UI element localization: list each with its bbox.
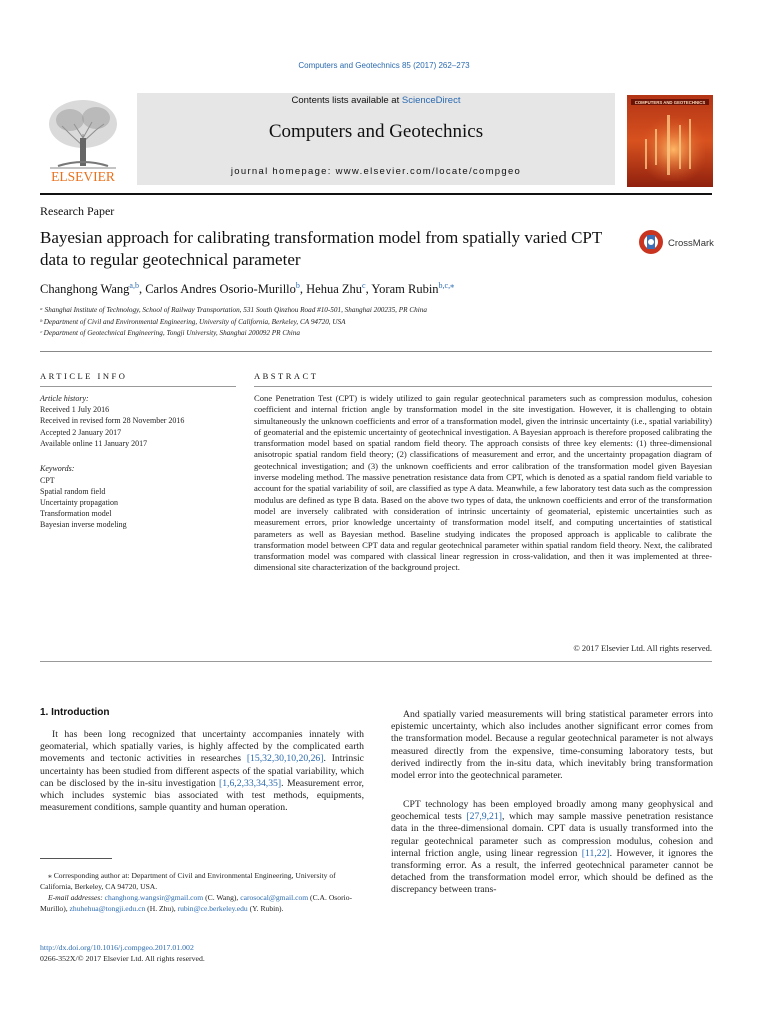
online-date: Available online 11 January 2017 bbox=[40, 439, 148, 448]
article-title: Bayesian approach for calibrating transformation model from spatially varied CPT data to regular geotechnical parameter bbox=[40, 228, 602, 269]
accepted-date: Accepted 2 January 2017 bbox=[40, 428, 122, 437]
author-name: Hehua Zhu bbox=[306, 282, 363, 297]
keyword: Bayesian inverse modeling bbox=[40, 520, 127, 529]
affiliation-b: ᵇ Department of Civil and Environmental Engineering, University of California, Berkeley, CA 94720, USA bbox=[40, 318, 346, 326]
author-affiliation-marker[interactable]: a,b bbox=[129, 281, 139, 290]
email-link[interactable]: changhong.wangsir@gmail.com bbox=[104, 893, 204, 902]
author-separator: , bbox=[299, 282, 307, 297]
author-name: Carlos Andres Osorio-Murillo bbox=[145, 282, 296, 297]
intro-text: , which may sample massive penetration resistance data in the three-dimensional domain. CPT data is usually transformed into the regular geotechnical parameter such as compression modulus, cohesion and internal friction angle, using linear regression bbox=[391, 811, 713, 859]
reference-link[interactable]: [15,32,30,10,20,26] bbox=[246, 753, 324, 765]
abstract-rule bbox=[254, 386, 712, 387]
doi-link[interactable]: http://dx.doi.org/10.1016/j.compgeo.2017.01.002 bbox=[40, 943, 194, 952]
email-owner: (Y. Rubin). bbox=[247, 904, 284, 913]
homepage-link[interactable]: www.elsevier.com/locate/compgeo bbox=[335, 166, 522, 177]
contents-line bbox=[137, 95, 615, 106]
elsevier-wordmark: ELSEVIER bbox=[51, 169, 115, 184]
received-date: Received 1 July 2016 bbox=[40, 405, 110, 414]
history-label: Article history: bbox=[40, 394, 89, 403]
affiliation-rule bbox=[40, 351, 712, 352]
journal-citation-link[interactable]: Computers and Geotechnics 85 (2017) 262–273 bbox=[298, 61, 470, 70]
author-name: Changhong Wang bbox=[40, 282, 130, 297]
crossmark-label: CrossMark bbox=[668, 238, 714, 249]
cover-title: COMPUTERS AND GEOTECHNICS bbox=[634, 100, 706, 105]
email-owner: (C. Wang), bbox=[203, 893, 241, 902]
elsevier-logo bbox=[40, 94, 126, 186]
journal-homepage bbox=[137, 166, 615, 177]
author-affiliation-marker[interactable]: c bbox=[362, 281, 366, 290]
intro-text: . Intrinsic uncertainty has been studied from different aspects of the spatial variability, which can be disclosed by the in-situ investigation bbox=[40, 753, 364, 789]
intro-paragraph-1 bbox=[40, 729, 364, 814]
article-info-heading: ARTICLE INFO bbox=[40, 371, 128, 381]
corresponding-author-footnote bbox=[40, 870, 364, 914]
abstract-copyright: © 2017 Elsevier Ltd. All rights reserved. bbox=[573, 643, 712, 653]
intro-text: CPT technology has been employed broadly among many geophysical and geochemical tests bbox=[391, 799, 713, 823]
author-separator: , bbox=[138, 282, 146, 297]
crossmark-badge[interactable] bbox=[638, 229, 718, 255]
author-affiliation-marker[interactable]: b bbox=[295, 281, 300, 290]
email-owner: (H. Zhu), bbox=[145, 904, 178, 913]
author-separator: , bbox=[365, 282, 372, 297]
email-link[interactable]: carosocal@gmail.com bbox=[240, 893, 309, 902]
footnote-rule bbox=[40, 858, 112, 859]
reference-link[interactable]: [27,9,21] bbox=[466, 811, 502, 823]
section-heading-introduction: 1. Introduction bbox=[40, 707, 110, 718]
keyword: Uncertainty propagation bbox=[40, 498, 118, 507]
keyword: CPT bbox=[40, 476, 55, 485]
abstract-bottom-rule bbox=[40, 661, 712, 662]
keyword: Spatial random field bbox=[40, 487, 106, 496]
sciencedirect-link[interactable]: ScienceDirect bbox=[401, 95, 461, 106]
intro-paragraph-3 bbox=[391, 799, 713, 897]
keyword: Transformation model bbox=[40, 509, 112, 518]
email-link[interactable]: zhuhehua@tongji.edu.cn bbox=[69, 904, 146, 913]
intro-text: . Measurement error, which includes systemic bias associated with test methods, equipments, measurement conditions, sample quantity and human operation. bbox=[40, 777, 364, 814]
header-rule bbox=[40, 193, 712, 195]
email-link[interactable]: rubin@ce.berkeley.edu bbox=[177, 904, 248, 913]
abstract-heading: ABSTRACT bbox=[254, 371, 319, 381]
author-name: Yoram Rubin bbox=[371, 282, 439, 297]
issn-copyright: 0266-352X/© 2017 Elsevier Ltd. All rights reserved. bbox=[40, 954, 205, 963]
affiliation-c: ᶜ Department of Geotechnical Engineering, Tongji University, Shanghai 200092 PR China bbox=[40, 329, 300, 337]
journal-name: Computers and Geotechnics bbox=[268, 121, 484, 142]
intro-text: . However, it ignores the transforming error. As a result, the inferred geotechnical parameter cannot be detached from the transformation model error, which should be defined as the discrepancy between trans- bbox=[391, 847, 713, 896]
email-label: E-mail addresses: bbox=[48, 893, 105, 902]
article-type: Research Paper bbox=[40, 204, 115, 218]
keywords-label: Keywords: bbox=[40, 464, 75, 473]
article-info-rule bbox=[40, 386, 236, 387]
revised-date: Received in revised form 28 November 2016 bbox=[40, 416, 185, 425]
affiliation-a: ᵃ Shanghai Institute of Technology, School of Railway Transportation, 531 South Qinzhou Road #10-501, Shanghai 200235, PR China bbox=[40, 306, 427, 314]
intro-text: It has been long recognized that uncertainty accompanies innately with geomaterial, which spatially varies, is highly affected by the complicated earth movements and tectonic activities in researches bbox=[40, 729, 364, 765]
abstract-text: Cone Penetration Test (CPT) is widely utilized to gain regular geotechnical parameters such as compression modulus, cohesion coefficient and internal friction angle by transformation model in the site investigation. However, it is challenging to obtain simultaneously the unknown coefficients and error of a transformation model, given the intrinsic uncertainty (i.e., spatial variability) of geomaterial and the epistemic uncertainty of geotechnical investigation. A Bayesian approach is therefore proposed calibrating the transformation model based on spatial random field theory. The approach consists of three key elements: (1) three-dimensional anisotropic spatial random field theory; (2) classifications of measurement and error, and the uncertainty propagation diagram of geotechnical investigation; and (3) the unknown coefficients and error calibration of the transformation model given Bayesian inverse modeling method. The massive penetration resistance data from CPT, which is denoted as a spatial random field variable to account for the spatial variability of soil, are classified as type A data. Meanwhile, a few laboratory test data such as the compression modulus are defined as type B data. Based on the above two types of data, the unknown coefficients and error of the transformation model are inversely calibrated with consideration of intrinsic uncertainty of geomaterial, epistemic uncertainties such as measurement errors, prior knowledge uncertainty of transformation model itself, and computing uncertainties of statistical parameters as well as Bayesian method. Baseline studying indicates the proposed approach is applicable to calibrate the transformation model between CPT data and regular geotechnical parameter within spatial random field theory. Next, the calibrated transformation model was compared with classical linear regression in cross-validation, and then it was implemented at three-dimensional site characterization of the background project. bbox=[254, 393, 712, 573]
author-list bbox=[40, 281, 454, 297]
author-affiliation-marker[interactable]: b,c,⁎ bbox=[438, 281, 455, 290]
reference-link[interactable]: [1,6,2,33,34,35] bbox=[218, 777, 282, 789]
journal-cover-image bbox=[627, 95, 713, 187]
homepage-prefix: journal homepage: bbox=[230, 166, 336, 177]
contents-prefix: Contents lists available at bbox=[291, 95, 402, 106]
intro-paragraph-2: And spatially varied measurements will bring statistical parameter errors into epistemic uncertainty, which also includes another significant error comes from the transformation model. Because a regular geotechnical parameter is not always measured directly from the expensive, time-consuming laboratory tests, but derived indirectly from the in-situ data, which inevitably bring transformation model error into the geotechnical parameter. bbox=[391, 709, 713, 782]
email-owner: (C.A. Osorio-Murillo), bbox=[40, 893, 353, 913]
corresponding-author-text: ⁎ Corresponding author at: Department of Civil and Environmental Engineering, University of California, Berkeley, CA 94720, USA. bbox=[40, 871, 336, 891]
reference-link[interactable]: [11,22] bbox=[581, 847, 610, 859]
